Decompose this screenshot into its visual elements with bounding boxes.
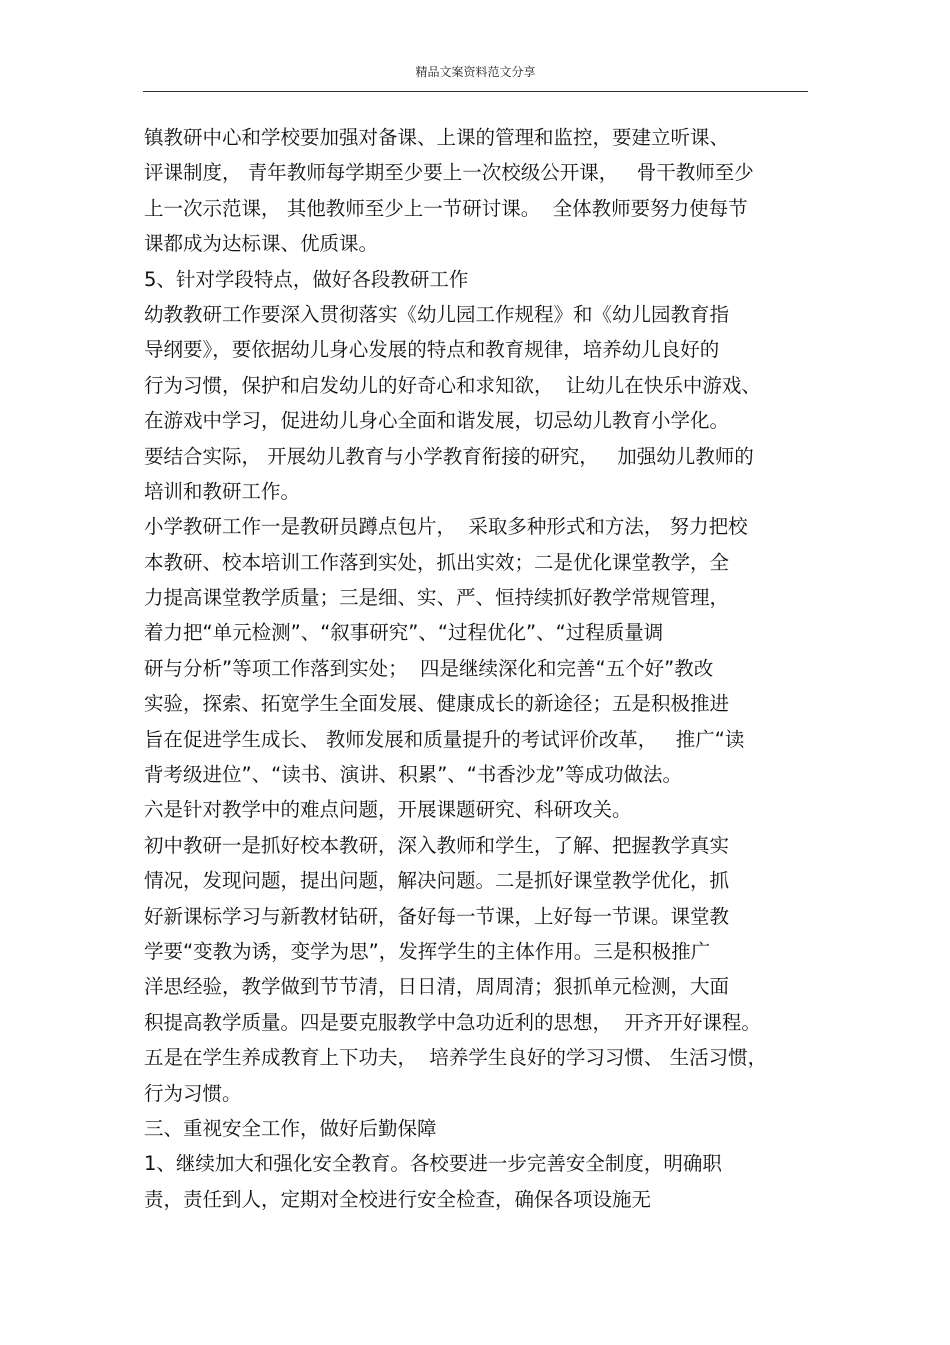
text-line: 1、继续加大和强化安全教育。各校要进一步完善安全制度，明确职	[144, 1152, 722, 1176]
text-line: 行为习惯。	[144, 1081, 242, 1105]
text-line: 旨在促进学生成长、 教师发展和质量提升的考试评价改革， 推广“读	[144, 727, 745, 751]
text-line: 好新课标学习与新教材钻研，备好每一节课，上好每一节课。课堂教	[144, 904, 730, 928]
text-line: 在游戏中学习，促进幼儿身心全面和谐发展，切忌幼儿教育小学化。	[144, 409, 730, 433]
text-line: 初中教研一是抓好校本教研，深入教师和学生，了解、把握教学真实	[144, 833, 730, 857]
text-line: 上一次示范课， 其他教师至少上一节研讨课。 全体教师要努力使每节	[144, 196, 748, 220]
text-line: 行为习惯，保护和启发幼儿的好奇心和求知欲， 让幼儿在快乐中游戏、	[144, 373, 761, 397]
text-line: 背考级进位”、“读书、演讲、积累”、“书香沙龙”等成功做法。	[144, 763, 683, 787]
text-line: 实验，探索、拓宽学生全面发展、健康成长的新途径；五是积极推进	[144, 692, 730, 716]
text-line: 导纲要》，要依据幼儿身心发展的特点和教育规律，培养幼儿良好的	[144, 338, 720, 362]
text-line: 培训和教研工作。	[144, 479, 301, 503]
text-line: 评课制度， 青年教师每学期至少要上一次校级公开课， 骨干教师至少	[144, 161, 754, 185]
text-line: 六是针对教学中的难点问题，开展课题研究、科研攻关。	[144, 798, 632, 822]
text-line: 小学教研工作一是教研员蹲点包片， 采取多种形式和方法， 努力把校	[144, 515, 748, 539]
page-header-title: 精品文案资料范文分享	[415, 65, 536, 79]
text-line: 镇教研中心和学校要加强对备课、上课的管理和监控，要建立听课、	[144, 126, 730, 149]
text-line: 洋思经验，教学做到节节清，日日清，周周清；狠抓单元检测，大面	[144, 975, 730, 999]
text-line: 幼教教研工作要深入贯彻落实《幼儿园工作规程》和《幼儿园教育指	[144, 302, 730, 326]
text-line: 研与分析”等项工作落到实处； 四是继续深化和完善“五个好”教改	[144, 656, 714, 680]
text-line: 责，责任到人，定期对全校进行安全检查，确保各项设施无	[144, 1187, 652, 1211]
text-line: 学要“变教为诱，变学为思”，发挥学生的主体作用。三是积极推广	[144, 939, 711, 963]
text-line: 情况，发现问题，提出问题，解决问题。二是抓好课堂教学优化，抓	[144, 869, 730, 893]
text-line: 课都成为达标课、优质课。	[144, 232, 379, 256]
text-line: 着力把“单元检测”、“叙事研究”、“过程优化”、“过程质量调	[144, 621, 664, 645]
text-line: 要结合实际， 开展幼儿教育与小学教育衔接的研究， 加强幼儿教师的	[144, 444, 754, 468]
section-heading: 5、针对学段特点，做好各段教研工作	[144, 267, 469, 291]
text-line: 积提高教学质量。四是要克服教学中急功近利的思想， 开齐开好课程。	[144, 1010, 761, 1034]
text-line: 本教研、校本培训工作落到实处，抓出实效；二是优化课堂教学，全	[144, 550, 730, 574]
document-body	[144, 120, 814, 1217]
text-line: 力提高课堂教学质量；三是细、实、严、恒持续抓好教学常规管理，	[144, 586, 730, 610]
header-divider	[143, 91, 808, 92]
section-heading: 三、重视安全工作，做好后勤保障	[144, 1116, 437, 1140]
text-line: 五是在学生养成教育上下功夫， 培养学生良好的学习习惯、 生活习惯，	[144, 1046, 768, 1070]
